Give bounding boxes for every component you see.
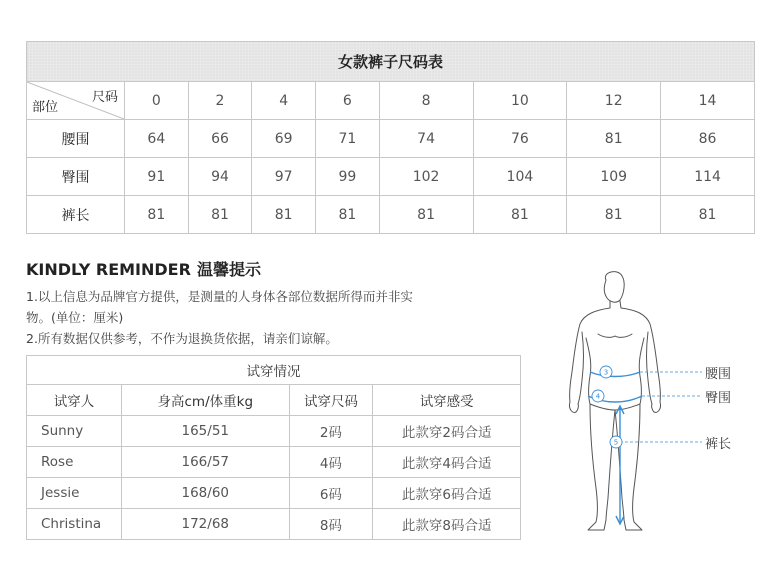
fit-feedback: 此款穿4码合适 xyxy=(373,447,521,478)
fit-feedback: 此款穿2码合适 xyxy=(373,416,521,447)
table-cell: 104 xyxy=(473,158,567,196)
fitting-title-row xyxy=(27,356,521,385)
table-cell: 74 xyxy=(379,120,473,158)
table-row xyxy=(27,478,521,509)
table-cell: 81 xyxy=(567,120,661,158)
fitting-title: 试穿情况 xyxy=(27,356,521,385)
reminder-heading-cn: 温馨提示 xyxy=(196,260,261,279)
table-cell: 99 xyxy=(316,158,380,196)
reminder-note-line3: 2.所有数据仅供参考，不作为退换货依据，请亲们谅解。 xyxy=(26,331,338,346)
size-header: 4 xyxy=(252,82,316,120)
fitting-table xyxy=(26,355,521,540)
table-row xyxy=(27,120,755,158)
figure-label-waist: 腰围 xyxy=(705,367,732,382)
fit-feedback: 此款穿6码合适 xyxy=(373,478,521,509)
table-cell: 81 xyxy=(125,196,189,234)
table-row xyxy=(27,158,755,196)
table-cell: 81 xyxy=(188,196,252,234)
table-cell: 66 xyxy=(188,120,252,158)
column-header: 试穿人 xyxy=(27,385,122,416)
size-header: 0 xyxy=(125,82,189,120)
table-cell: 81 xyxy=(567,196,661,234)
table-cell: 86 xyxy=(661,120,755,158)
height-weight: 172/68 xyxy=(121,509,289,540)
size-header: 8 xyxy=(379,82,473,120)
corner-part-label: 部位 xyxy=(32,100,59,115)
tester-name: Christina xyxy=(27,509,122,540)
table-row xyxy=(27,196,755,234)
size-header: 10 xyxy=(473,82,567,120)
table-cell: 114 xyxy=(661,158,755,196)
table-cell: 91 xyxy=(125,158,189,196)
table-cell: 94 xyxy=(188,158,252,196)
body-outline-illustration xyxy=(560,268,770,538)
height-weight: 165/51 xyxy=(121,416,289,447)
table-row xyxy=(27,416,521,447)
size-header: 12 xyxy=(567,82,661,120)
corner-size-label: 尺码 xyxy=(91,90,118,105)
marker-4: 4 xyxy=(595,392,601,401)
tried-size: 2码 xyxy=(289,416,373,447)
size-header: 2 xyxy=(188,82,252,120)
marker-5: 5 xyxy=(613,438,619,447)
tried-size: 4码 xyxy=(289,447,373,478)
size-chart-title: 女款裤子尺码表 xyxy=(27,42,755,82)
size-chart-title-row xyxy=(27,42,755,82)
table-cell: 81 xyxy=(473,196,567,234)
table-cell: 109 xyxy=(567,158,661,196)
table-row xyxy=(27,509,521,540)
table-cell: 81 xyxy=(661,196,755,234)
marker-3: 3 xyxy=(603,368,609,377)
size-header: 6 xyxy=(316,82,380,120)
table-cell: 64 xyxy=(125,120,189,158)
height-weight: 168/60 xyxy=(121,478,289,509)
tester-name: Rose xyxy=(27,447,122,478)
row-label-hip: 臀围 xyxy=(27,158,125,196)
tester-name: Jessie xyxy=(27,478,122,509)
tester-name: Sunny xyxy=(27,416,122,447)
column-header: 试穿感受 xyxy=(373,385,521,416)
table-cell: 69 xyxy=(252,120,316,158)
fit-feedback: 此款穿8码合适 xyxy=(373,509,521,540)
size-chart-table xyxy=(26,41,755,234)
reminder-note-line2: 物。(单位：厘米) xyxy=(26,310,124,325)
reminder-heading-en: KINDLY REMINDER xyxy=(26,260,191,279)
table-cell: 71 xyxy=(316,120,380,158)
table-cell: 81 xyxy=(316,196,380,234)
figure-label-hip: 臀围 xyxy=(705,391,732,406)
reminder-heading xyxy=(26,257,261,280)
table-cell: 81 xyxy=(379,196,473,234)
row-label-waist: 腰围 xyxy=(27,120,125,158)
column-header: 试穿尺码 xyxy=(289,385,373,416)
table-row xyxy=(27,447,521,478)
tried-size: 6码 xyxy=(289,478,373,509)
size-header: 14 xyxy=(661,82,755,120)
table-cell: 81 xyxy=(252,196,316,234)
table-cell: 76 xyxy=(473,120,567,158)
table-cell: 102 xyxy=(379,158,473,196)
measurement-figure xyxy=(560,268,770,538)
size-header-row xyxy=(27,82,755,120)
row-label-length: 裤长 xyxy=(27,196,125,234)
tried-size: 8码 xyxy=(289,509,373,540)
height-weight: 166/57 xyxy=(121,447,289,478)
fitting-header-row xyxy=(27,385,521,416)
reminder-note-line1: 1.以上信息为品牌官方提供，是测量的人身体各部位数据所得而并非实 xyxy=(26,289,413,304)
figure-label-length: 裤长 xyxy=(705,437,732,452)
corner-cell xyxy=(27,82,125,120)
table-cell: 97 xyxy=(252,158,316,196)
column-header: 身高cm/体重kg xyxy=(121,385,289,416)
